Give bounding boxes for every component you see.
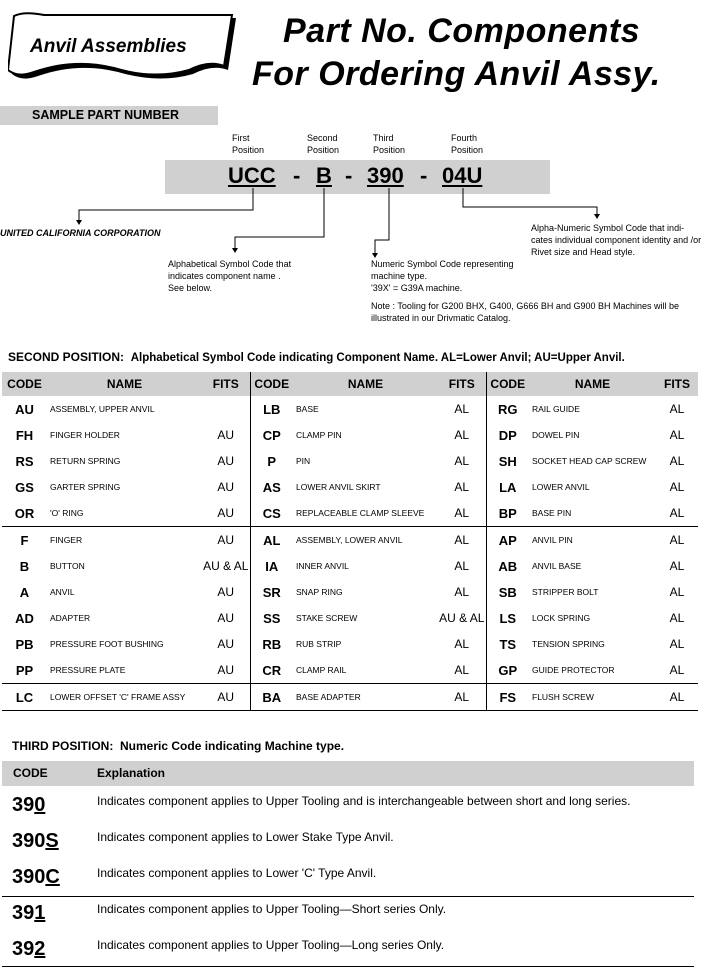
component-name: ASSEMBLY, LOWER ANVIL: [296, 535, 403, 545]
machine-code: 390C: [12, 866, 60, 888]
machine-code: 392: [12, 938, 46, 960]
component-fits: AL: [669, 480, 685, 494]
table-row: [2, 553, 698, 579]
alpha-code-note: Alphabetical Symbol Code that indicates component name . See below.: [168, 259, 292, 293]
component-code: P: [267, 453, 277, 469]
component-fits: AU: [202, 448, 250, 474]
table-row: [2, 684, 698, 711]
component-code: LC: [2, 684, 47, 711]
component-fits: AU: [202, 422, 250, 448]
component-name: SNAP RING: [296, 587, 343, 597]
component-name: ANVIL: [50, 587, 75, 597]
component-table-header: [2, 372, 698, 396]
component-fits: AU: [202, 500, 250, 527]
component-code: SH: [498, 453, 517, 469]
code-header: CODE: [250, 372, 293, 396]
table-row: [2, 396, 698, 422]
component-code: FH: [15, 427, 34, 443]
component-fits: AL: [438, 631, 486, 657]
code-header: CODE: [2, 372, 47, 396]
second-position-title: SECOND POSITION: Alphabetical Symbol Code indicating Component Name. AL=Lower Anvil; AU=Upper Anvil.: [8, 350, 625, 364]
position-label-fourth: Fourth Position: [451, 133, 484, 155]
component-code: FS: [486, 684, 529, 711]
component-fits: AL: [669, 559, 685, 573]
component-fits: AU & AL: [438, 605, 486, 631]
table-row: [2, 500, 698, 527]
component-fits: AU: [202, 527, 250, 554]
table-row: [2, 657, 698, 684]
component-fits: AL: [669, 585, 685, 599]
component-code: LS: [499, 610, 517, 626]
component-name: SOCKET HEAD CAP SCREW: [532, 456, 647, 466]
table-row: [2, 448, 698, 474]
component-fits: AL: [438, 657, 486, 684]
component-name: FINGER: [50, 535, 83, 545]
machine-code-explanation: Indicates component applies to Upper Tooling—Long series Only.: [97, 938, 445, 952]
component-name: 'O' RING: [47, 500, 202, 527]
table-row: [2, 605, 698, 631]
fits-header: FITS: [656, 372, 698, 396]
name-header: NAME: [529, 372, 656, 396]
divider: [2, 966, 694, 967]
code-header: CODE: [486, 372, 529, 396]
component-code: SS: [263, 610, 281, 626]
third-position-title: THIRD POSITION: Numeric Code indicating Machine type.: [12, 739, 345, 753]
machine-code: 390S: [12, 830, 59, 852]
component-name: PIN: [296, 456, 311, 466]
sample-part-number-heading: SAMPLE PART NUMBER: [0, 106, 218, 125]
fits-header: FITS: [202, 372, 250, 396]
component-fits: [202, 396, 250, 422]
position-label-second: Second Position: [307, 133, 340, 155]
ucc-note: UNITED CALIFORNIA CORPORATION: [0, 228, 161, 238]
component-fits: AL: [669, 611, 685, 625]
component-fits: AU: [202, 684, 250, 711]
component-name: INNER ANVIL: [296, 561, 349, 571]
component-name: PRESSURE FOOT BUSHING: [50, 639, 164, 649]
component-code: LA: [499, 479, 517, 495]
component-fits: AL: [438, 684, 486, 711]
part-dash-1: -: [293, 163, 301, 188]
component-fits: AL: [438, 448, 486, 474]
part-first-position: UCC: [228, 163, 276, 188]
component-fits: AL: [656, 657, 698, 684]
component-name: BASE PIN: [529, 500, 656, 527]
component-fits: AL: [438, 527, 486, 554]
table-row: [2, 527, 698, 554]
alphanumeric-code-note: Alpha-Numeric Symbol Code that indi- cates individual component identity and /or Rivet size and Head style.: [531, 223, 702, 257]
component-fits: AU: [202, 474, 250, 500]
component-name: BUTTON: [50, 561, 85, 571]
component-code: SB: [498, 584, 517, 600]
position-label-first: First Position: [232, 133, 265, 155]
component-name: FINGER HOLDER: [50, 430, 120, 440]
component-fits: AU & AL: [202, 553, 250, 579]
component-name: DOWEL PIN: [532, 430, 580, 440]
machine-code-explanation: Indicates component applies to Lower Stake Type Anvil.: [97, 830, 394, 844]
component-code: RB: [262, 636, 282, 652]
part-fourth-position: 04U: [442, 163, 483, 188]
component-name: ANVIL BASE: [532, 561, 582, 571]
component-name: LOWER OFFSET 'C' FRAME ASSY: [47, 684, 202, 711]
component-fits: AL: [669, 637, 685, 651]
component-name: GARTER SPRING: [50, 482, 121, 492]
badge-label: Anvil Assemblies: [30, 36, 187, 57]
component-code: DP: [498, 427, 517, 443]
component-name: PRESSURE PLATE: [47, 657, 202, 684]
component-name: GUIDE PROTECTOR: [529, 657, 656, 684]
component-code: AB: [498, 558, 518, 574]
component-code: BP: [486, 500, 529, 527]
component-fits: AL: [438, 553, 486, 579]
table-row: [2, 579, 698, 605]
component-code: IA: [265, 558, 279, 574]
component-fits: AL: [669, 428, 685, 442]
component-fits: AU: [202, 605, 250, 631]
component-code: TS: [499, 636, 517, 652]
component-code: BA: [250, 684, 293, 711]
component-fits: AL: [656, 684, 698, 711]
component-code: B: [19, 558, 30, 574]
component-name: ANVIL PIN: [532, 535, 573, 545]
component-code: GP: [486, 657, 529, 684]
component-name: RETURN SPRING: [50, 456, 121, 466]
component-code: PP: [2, 657, 47, 684]
component-name: LOCK SPRING: [532, 613, 591, 623]
table-row: [2, 422, 698, 448]
component-name: TENSION SPRING: [532, 639, 605, 649]
component-code: SR: [262, 584, 281, 600]
component-code: AL: [263, 532, 281, 548]
third-code-header: CODE: [13, 766, 48, 780]
component-fits: AU: [202, 657, 250, 684]
component-name: RUB STRIP: [296, 639, 342, 649]
component-fits: AL: [438, 422, 486, 448]
component-name: CLAMP RAIL: [293, 657, 438, 684]
component-code: CR: [250, 657, 293, 684]
component-code: OR: [2, 500, 47, 527]
component-code: CS: [250, 500, 293, 527]
component-name: FLUSH SCREW: [529, 684, 656, 711]
component-code: RG: [498, 401, 518, 417]
divider: [2, 896, 694, 897]
component-code: AS: [262, 479, 281, 495]
component-code: A: [19, 584, 30, 600]
name-header: NAME: [293, 372, 438, 396]
tooling-note: Note : Tooling for G200 BHX, G400, G666 BH and G900 BH Machines will be illustrated in our Drivmatic Catalog.: [371, 301, 679, 323]
component-code: LB: [263, 401, 281, 417]
component-code: AD: [15, 610, 34, 626]
component-fits: AL: [669, 402, 685, 416]
part-number-connector-lines: [0, 0, 711, 330]
component-name: BASE ADAPTER: [293, 684, 438, 711]
component-code: PB: [15, 636, 34, 652]
part-dash-3: -: [420, 163, 428, 188]
machine-code-explanation: Indicates component applies to Upper Tooling—Short series Only.: [97, 902, 447, 916]
part-dash-2: -: [345, 163, 353, 188]
component-name: STAKE SCREW: [296, 613, 358, 623]
table-row: [2, 474, 698, 500]
part-second-position: B: [316, 163, 332, 188]
component-name: STRIPPER BOLT: [532, 587, 599, 597]
component-code: RS: [15, 453, 34, 469]
machine-code-explanation: Indicates component applies to Upper Tooling and is interchangeable between short and long series.: [97, 794, 631, 808]
numeric-code-note: Numeric Symbol Code representing machine type. '39X' = G39A machine.: [371, 259, 514, 293]
page-title-line-1: Part No. Components: [283, 12, 641, 50]
component-fits: AL: [438, 500, 486, 527]
machine-code: 391: [12, 902, 46, 924]
component-fits: AL: [669, 454, 685, 468]
page-title-line-2: For Ordering Anvil Assy.: [252, 55, 661, 93]
component-code: AP: [498, 532, 517, 548]
component-name: ASSEMBLY, UPPER ANVIL: [50, 404, 155, 414]
component-name: REPLACEABLE CLAMP SLEEVE: [293, 500, 438, 527]
component-name: CLAMP PIN: [296, 430, 342, 440]
position-label-third: Third Position: [373, 133, 406, 155]
component-name: ADAPTER: [50, 613, 91, 623]
component-code: AU: [15, 401, 34, 417]
component-fits: AU: [202, 579, 250, 605]
component-fits: AL: [656, 500, 698, 527]
component-code: GS: [15, 479, 34, 495]
component-name: LOWER ANVIL: [532, 482, 590, 492]
machine-code: 390: [12, 794, 46, 816]
third-explanation-header: Explanation: [97, 766, 166, 780]
fits-header: FITS: [438, 372, 486, 396]
machine-code-explanation: Indicates component applies to Lower 'C' Type Anvil.: [97, 866, 377, 880]
component-fits: AL: [438, 579, 486, 605]
component-fits: AL: [438, 474, 486, 500]
component-code: CP: [262, 427, 281, 443]
table-row: [2, 631, 698, 657]
component-fits: AL: [438, 396, 486, 422]
component-name: LOWER ANVIL SKIRT: [296, 482, 381, 492]
component-code-table: [2, 372, 698, 711]
component-code: F: [20, 532, 29, 548]
part-third-position: 390: [367, 163, 404, 188]
name-header: NAME: [47, 372, 202, 396]
component-fits: AU: [202, 631, 250, 657]
component-name: BASE: [296, 404, 319, 414]
component-fits: AL: [669, 533, 685, 547]
component-name: RAIL GUIDE: [532, 404, 580, 414]
